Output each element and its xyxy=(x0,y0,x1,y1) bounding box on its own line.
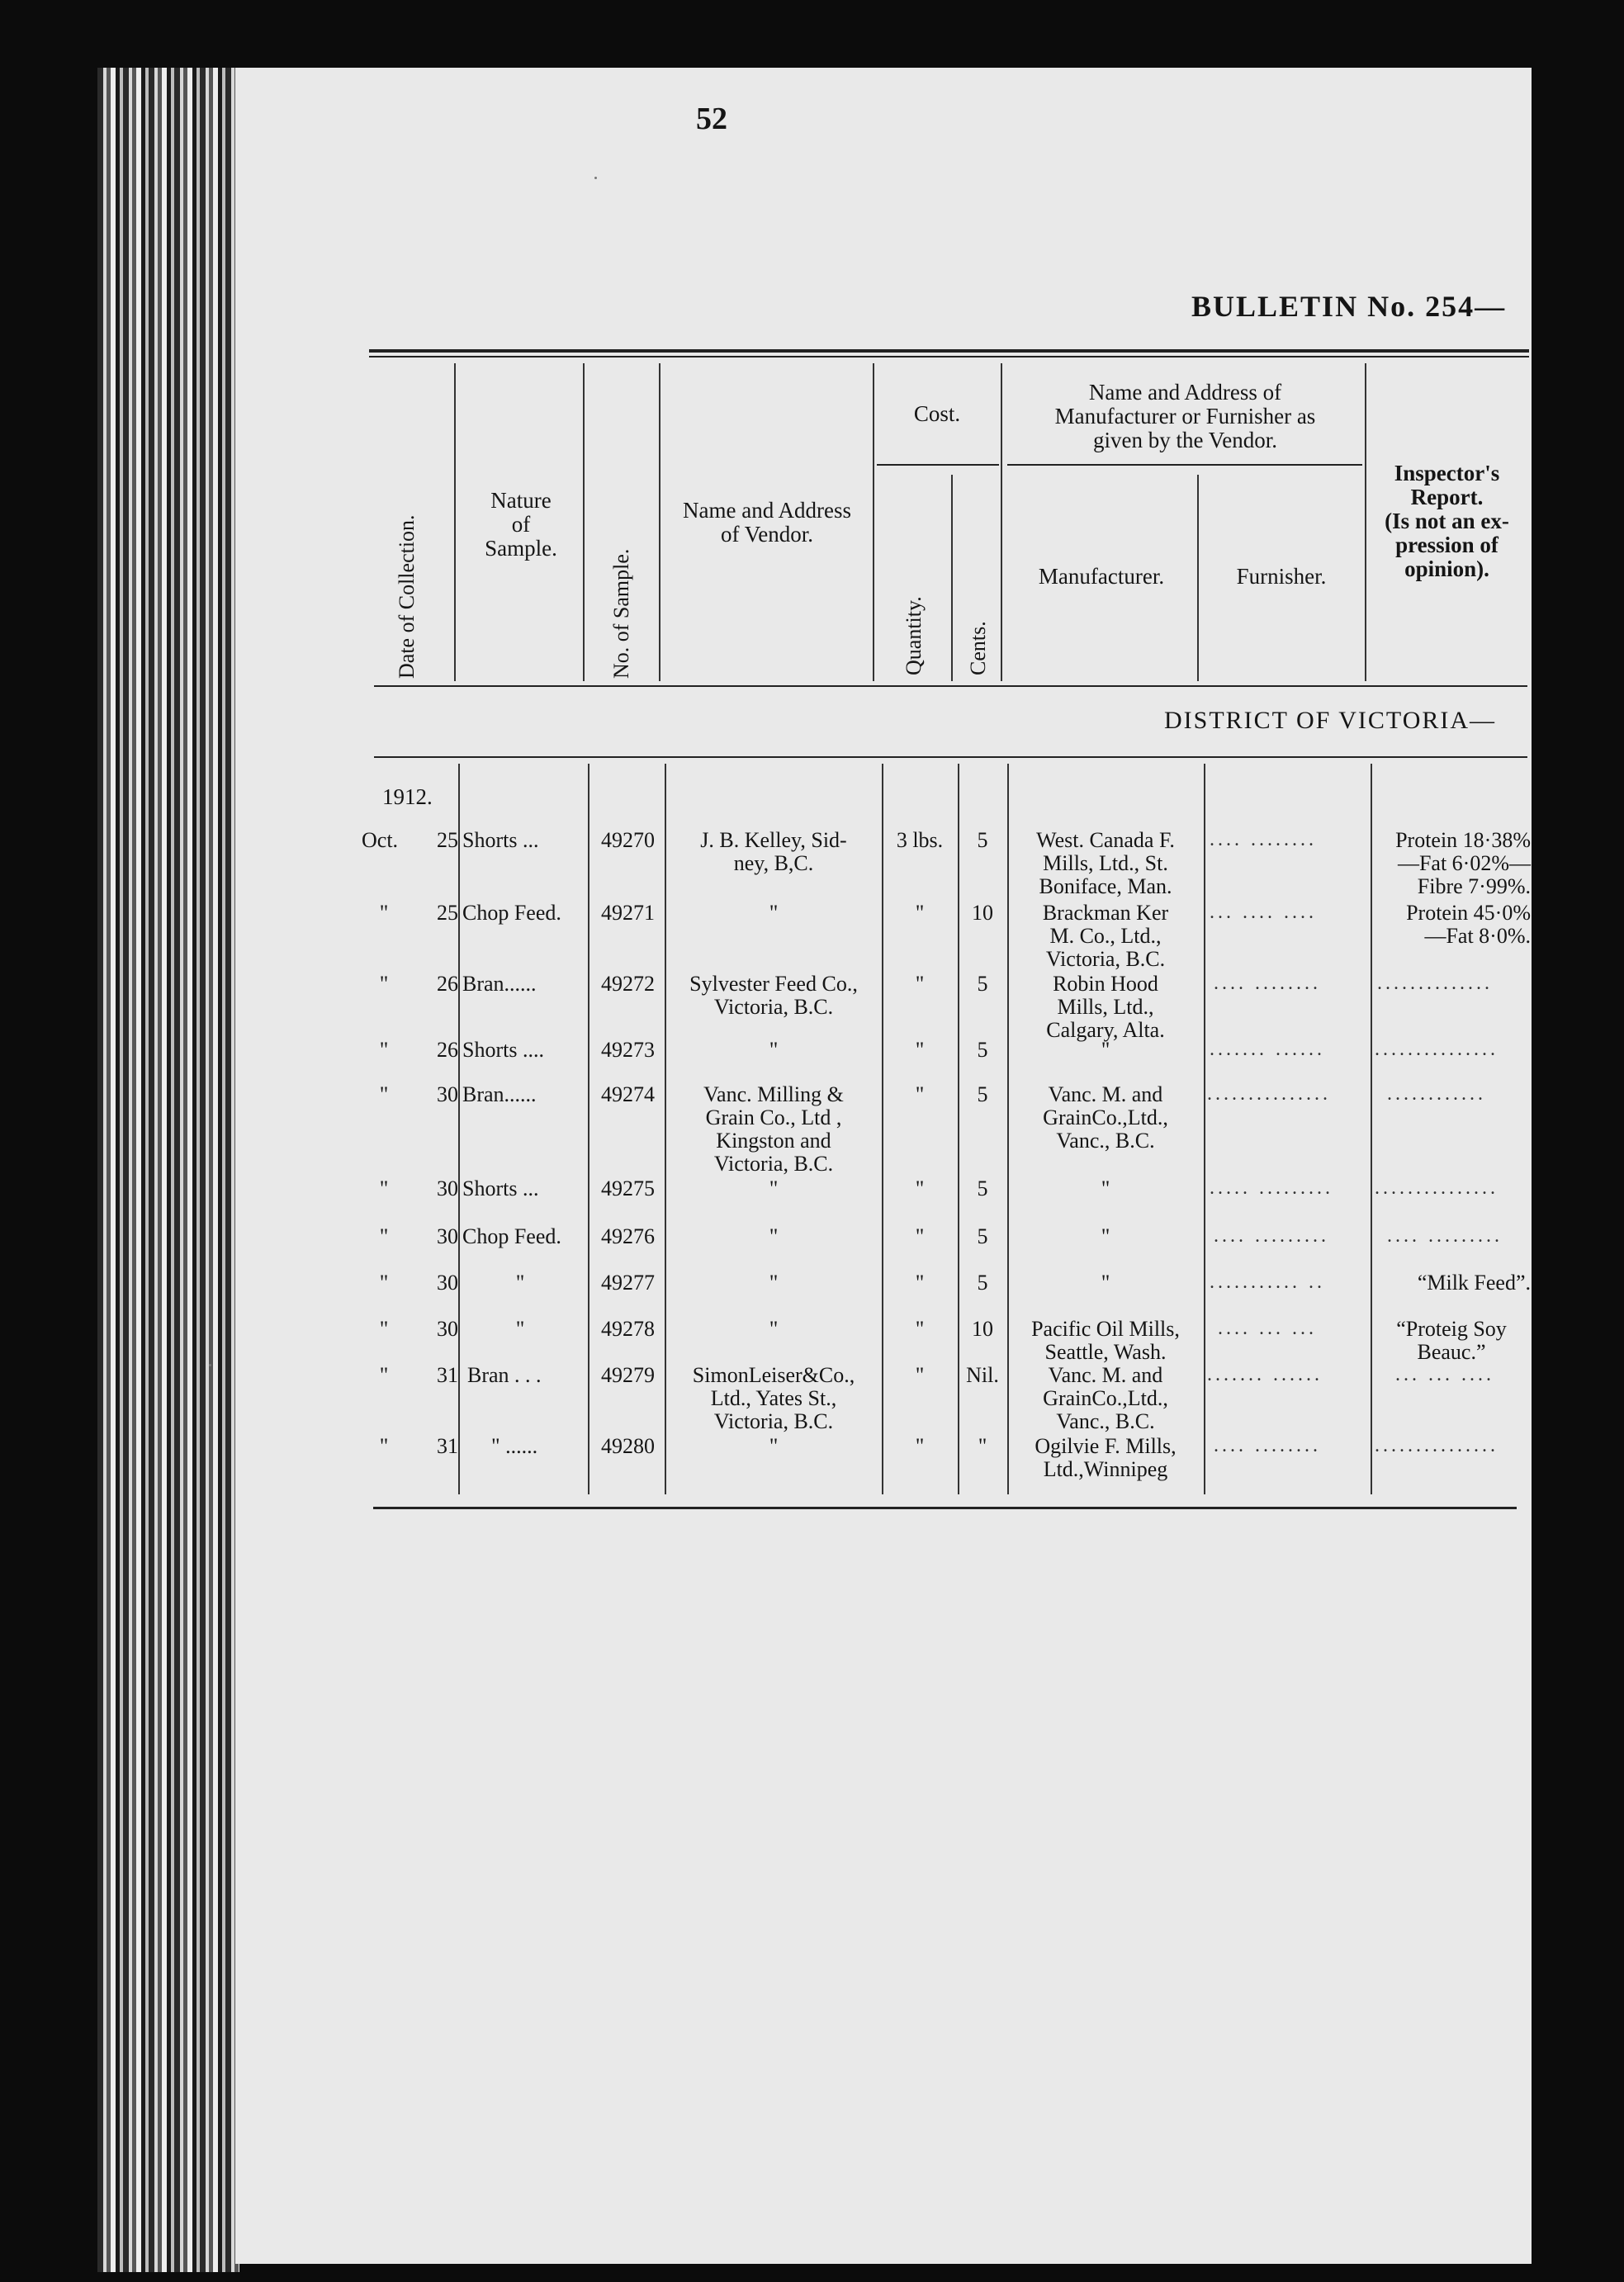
row-nature: Bran...... xyxy=(462,1082,537,1106)
row-cents: 5 xyxy=(977,1038,988,1062)
row-sample: 49273 xyxy=(601,1038,655,1062)
row-month: " xyxy=(379,901,389,925)
row-quantity: " xyxy=(915,1224,925,1248)
row-nature: Bran . . . xyxy=(467,1363,542,1387)
row-report: “Milk Feed”. xyxy=(1417,1271,1531,1295)
row-nature: " xyxy=(515,1317,525,1341)
row-month: " xyxy=(379,1082,389,1106)
row-vendor: " xyxy=(769,1271,779,1295)
row-month: " xyxy=(379,1434,389,1458)
top-double-rule xyxy=(369,349,1529,353)
header-quantity: Quantity. xyxy=(902,596,926,675)
col-rule xyxy=(454,363,456,681)
leader-dots: .... ........ xyxy=(1214,973,1321,994)
header-furnisher: Furnisher. xyxy=(1236,564,1327,589)
year-label: 1912. xyxy=(382,784,433,809)
row-cents: 5 xyxy=(977,1177,988,1200)
row-manufacturer: Vanc. M. and GrainCo.,Ltd., Vanc., B.C. xyxy=(1043,1082,1168,1153)
bulletin-title: BULLETIN No. 254— xyxy=(1191,290,1507,323)
col-rule xyxy=(458,764,460,1494)
row-quantity: " xyxy=(915,972,925,996)
page-number: 52 xyxy=(696,102,727,136)
row-report: Protein 45·0% —Fat 8·0%. xyxy=(1406,901,1531,948)
row-nature: Shorts ... xyxy=(462,1177,539,1200)
row-cents: 10 xyxy=(972,1317,993,1341)
leader-dots: ............... xyxy=(1375,1039,1499,1060)
row-nature: Shorts .... xyxy=(462,1038,544,1062)
header-sample-no: No. of Sample. xyxy=(609,548,633,679)
row-day: 30 xyxy=(437,1317,458,1341)
row-vendor: J. B. Kelley, Sid- ney, B,C. xyxy=(700,828,847,875)
col-rule xyxy=(951,475,953,681)
row-manufacturer: West. Canada F. Mills, Ltd., St. Boniface, Man. xyxy=(1036,828,1175,898)
row-quantity: " xyxy=(915,1177,925,1200)
row-cents: Nil. xyxy=(966,1363,999,1387)
row-sample: 49274 xyxy=(601,1082,655,1106)
row-quantity: " xyxy=(915,901,925,925)
row-cents: 5 xyxy=(977,1224,988,1248)
row-cents: 5 xyxy=(977,828,988,852)
row-quantity: " xyxy=(915,1082,925,1106)
header-bottom-rule xyxy=(374,685,1527,687)
row-nature: Chop Feed. xyxy=(462,1224,561,1248)
header-manufacturer-group: Name and Address of Manufacturer or Furnisher as given by the Vendor. xyxy=(1054,380,1316,452)
row-sample: 49272 xyxy=(601,972,655,996)
header-manufacturer: Manufacturer. xyxy=(1038,564,1165,589)
row-sample: 49270 xyxy=(601,828,655,852)
row-vendor: " xyxy=(769,1317,779,1341)
col-rule xyxy=(665,764,666,1494)
row-nature: Shorts ... xyxy=(462,828,539,852)
leader-dots: ............... xyxy=(1375,1177,1499,1199)
row-day: 31 xyxy=(437,1434,458,1458)
row-manufacturer: " xyxy=(1101,1224,1110,1248)
row-day: 25 xyxy=(437,901,458,925)
col-rule xyxy=(583,363,585,681)
row-month: " xyxy=(379,1224,389,1248)
row-manufacturer: " xyxy=(1101,1271,1110,1295)
row-cents: 5 xyxy=(977,972,988,996)
leader-dots: ... .... .... xyxy=(1210,902,1317,923)
row-quantity: " xyxy=(915,1317,925,1341)
leader-dots: ............... xyxy=(1375,1435,1499,1456)
leader-dots: ... ... .... xyxy=(1395,1364,1494,1385)
row-report: “Proteig Soy Beauc.” xyxy=(1396,1317,1507,1364)
row-quantity: 3 lbs. xyxy=(896,828,944,852)
speck xyxy=(209,1364,211,1366)
row-sample: 49276 xyxy=(601,1224,655,1248)
col-rule xyxy=(1204,764,1205,1494)
leader-dots: .... ........ xyxy=(1214,1435,1321,1456)
row-vendor: Vanc. Milling & Grain Co., Ltd , Kingston and Victoria, B.C. xyxy=(703,1082,844,1176)
row-day: 26 xyxy=(437,972,458,996)
row-month: " xyxy=(379,1038,389,1062)
row-day: 30 xyxy=(437,1177,458,1200)
row-month: " xyxy=(379,1317,389,1341)
row-day: 26 xyxy=(437,1038,458,1062)
row-quantity: " xyxy=(915,1434,925,1458)
row-vendor: " xyxy=(769,1434,779,1458)
table-bottom-rule xyxy=(373,1507,1517,1509)
row-manufacturer: Vanc. M. and GrainCo.,Ltd., Vanc., B.C. xyxy=(1043,1363,1168,1433)
top-rule-thin xyxy=(369,356,1529,357)
row-cents: 5 xyxy=(977,1082,988,1106)
row-manufacturer: Ogilvie F. Mills, Ltd.,Winnipeg xyxy=(1035,1434,1177,1481)
row-nature: Chop Feed. xyxy=(462,901,561,925)
header-date: Date of Collection. xyxy=(395,514,419,679)
row-day: 25 xyxy=(437,828,458,852)
row-day: 30 xyxy=(437,1082,458,1106)
row-sample: 49280 xyxy=(601,1434,655,1458)
leader-dots: .... ......... xyxy=(1387,1225,1503,1247)
row-report: Protein 18·38% —Fat 6·02%— Fibre 7·99%. xyxy=(1395,828,1531,898)
row-month: Oct. xyxy=(362,828,399,852)
header-vendor: Name and Address of Vendor. xyxy=(683,498,851,547)
page-edge-stack xyxy=(97,68,239,2272)
cost-sub-rule xyxy=(877,464,999,466)
row-manufacturer: " xyxy=(1101,1177,1110,1200)
row-sample: 49277 xyxy=(601,1271,655,1295)
row-cents: 5 xyxy=(977,1271,988,1295)
col-rule xyxy=(588,764,589,1494)
row-month: " xyxy=(379,972,389,996)
row-nature: " xyxy=(515,1271,525,1295)
leader-dots: .... ......... xyxy=(1214,1225,1329,1247)
row-vendor: " xyxy=(769,901,779,925)
row-vendor: SimonLeiser&Co., Ltd., Yates St., Victoria, B.C. xyxy=(692,1363,855,1433)
header-report: Inspector's Report. (Is not an ex- pression of opinion). xyxy=(1385,461,1509,581)
leader-dots: ............... xyxy=(1207,1083,1331,1105)
row-vendor: " xyxy=(769,1224,779,1248)
speck xyxy=(594,177,597,179)
district-rule xyxy=(374,756,1527,758)
leader-dots: .... ... ... xyxy=(1218,1318,1317,1339)
row-manufacturer: Robin Hood Mills, Ltd., Calgary, Alta. xyxy=(1046,972,1165,1042)
header-cents: Cents. xyxy=(966,621,990,675)
manufacturer-sub-rule xyxy=(1007,464,1362,466)
row-sample: 49271 xyxy=(601,901,655,925)
row-quantity: " xyxy=(915,1038,925,1062)
leader-dots: ..... ......... xyxy=(1210,1177,1333,1199)
header-cost: Cost. xyxy=(913,401,961,426)
row-day: 30 xyxy=(437,1271,458,1295)
row-vendor: " xyxy=(769,1177,779,1200)
row-month: " xyxy=(379,1271,389,1295)
row-sample: 49278 xyxy=(601,1317,655,1341)
leader-dots: ....... ...... xyxy=(1207,1364,1323,1385)
col-rule xyxy=(1001,363,1002,681)
row-cents: 10 xyxy=(972,901,993,925)
leader-dots: .............. xyxy=(1377,973,1493,994)
row-sample: 49275 xyxy=(601,1177,655,1200)
row-cents: " xyxy=(978,1434,987,1458)
district-heading: DISTRICT OF VICTORIA— xyxy=(1164,707,1497,734)
row-quantity: " xyxy=(915,1363,925,1387)
leader-dots: .... ........ xyxy=(1210,829,1317,850)
leader-dots: ....... ...... xyxy=(1210,1039,1325,1060)
header-nature: Nature of Sample. xyxy=(485,488,557,561)
row-nature: " ...... xyxy=(491,1434,538,1458)
row-manufacturer: Brackman Ker M. Co., Ltd., Victoria, B.C. xyxy=(1042,901,1169,971)
row-quantity: " xyxy=(915,1271,925,1295)
row-sample: 49279 xyxy=(601,1363,655,1387)
row-vendor: " xyxy=(769,1038,779,1062)
row-month: " xyxy=(379,1177,389,1200)
leader-dots: ........... .. xyxy=(1210,1271,1325,1293)
row-vendor: Sylvester Feed Co., Victoria, B.C. xyxy=(689,972,858,1019)
row-month: " xyxy=(379,1363,389,1387)
row-day: 30 xyxy=(437,1224,458,1248)
row-day: 31 xyxy=(437,1363,458,1387)
row-manufacturer: Pacific Oil Mills, Seattle, Wash. xyxy=(1031,1317,1180,1364)
row-manufacturer: " xyxy=(1101,1038,1110,1062)
row-nature: Bran...... xyxy=(462,972,537,996)
leader-dots: ............ xyxy=(1387,1083,1486,1105)
